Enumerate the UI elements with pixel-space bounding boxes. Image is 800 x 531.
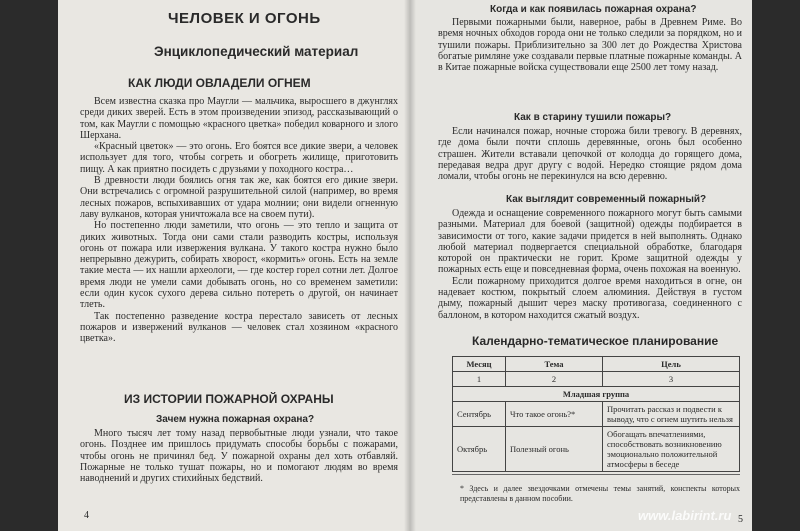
question-heading: Когда и как появилась пожарная охрана? [490,4,697,15]
table-cell: Обогащать впечатлениями, способствовать возникновению эмоционально положительной атмосферы в беседе [603,427,740,472]
paragraph: Но постепенно люди заметили, что огонь — это тепло и защита от диких животных. Тогда они сами стали разводить костры, используя огонь от пожара или извержения вулкана. У такого костра нужно было непрерывно дежурить, собирать хворост, «кормить» огонь. Есть на земле такие места — их нашли археологи, — где костер горел сотни лет. Долгое время люди не умели сами добывать огонь, но со временем заметили: если один кусок сухого дерева сильно потереть о другой, он начинает тлеть. [80,220,398,311]
question-heading: Как выглядит современный пожарный? [506,194,707,205]
footnote-divider [452,474,740,475]
column-header: Цель [603,357,740,372]
paragraph: Всем известна сказка про Маугли — мальчика, выросшего в джунглях среди диких зверей. Есть в этом произведении эпизод, рассказывающий о том, как Маугли с помощью «красного цветка» победил коварного и злого Шерхана. [80,96,398,141]
section-heading-fire: КАК ЛЮДИ ОВЛАДЕЛИ ОГНЕМ [128,76,311,90]
paragraph: В древности люди боялись огня так же, как боятся его дикие звери. Они встречались с огромной разрушительной силой (например, во время лесных пожаров, вспыхивавших от удара молнии; они видели огненную лаву вулканов, которая уничтожала все на своем пути). [80,175,398,220]
table-cell: Что такое огонь?* [506,402,603,427]
watermark: www.labirint.ru [638,508,732,523]
paragraph: Много тысяч лет тому назад первобытные люди узнали, что такое огонь. Позднее им пришлось придумать способы борьбы с пожарами, чтобы огонь не причинял бед. У пожарной охраны дел хоть отбавляй. Пожарные не только тушат пожары, но и помогают людям во время наводнений и других стихийных бедствий. [80,428,398,485]
table-cell: Октябрь [453,427,506,472]
paragraph: «Красный цветок» — это огонь. Его боятся все дикие звери, а человек использует для того, чтобы согреть и обогреть жилище, приготовить пищу. А как приятно посидеть с друзьями у походного костра… [80,141,398,175]
table-cell: 1 [453,372,506,387]
planning-table [452,356,740,472]
question-heading: Как в старину тушили пожары? [514,112,672,123]
book-spine-shadow [404,0,416,531]
table-cell: 3 [603,372,740,387]
paragraph: Если пожарному приходится долгое время находиться в огне, он надевает костюм, покрытый слоем алюминия. Действуя в густом дыму, пожарный дышит через маску противогаза, соединенного с баллоном, в котором находится сжатый воздух. [438,275,742,321]
page-number-left: 4 [84,510,89,521]
table-row [453,402,740,427]
right-text-block-2 [438,126,742,182]
table-row [453,427,740,472]
table-group-row [453,387,740,402]
table-group-label: Младшая группа [453,387,740,402]
section-heading-planning: Календарно-тематическое планирование [472,334,719,348]
right-text-block-3 [438,208,742,321]
question-heading: Зачем нужна пожарная охрана? [156,414,315,425]
right-text-block-1 [438,17,742,73]
chapter-subtitle: Энциклопедический материал [154,44,359,59]
chapter-title: ЧЕЛОВЕК И ОГОНЬ [168,10,321,27]
left-text-block-2 [80,428,398,484]
section-heading-history: ИЗ ИСТОРИИ ПОЖАРНОЙ ОХРАНЫ [124,392,334,406]
table-header-row [453,357,740,372]
table-cell: Прочитать рассказ и подвести к выводу, что с огнем шутить нельзя [603,402,740,427]
table-cell: Сентябрь [453,402,506,427]
paragraph: Первыми пожарными были, наверное, рабы в Древнем Риме. Во время ночных обходов города они не только следили за порядком, но и тушили пожары. Приблизительно за 300 лет до Рождества Христова богатые римляне уже создавали первые платные пожарные команды. А в Китае пожарные войска существовали еще 2500 лет тому назад. [438,17,742,74]
column-header: Месяц [453,357,506,372]
table-cell: 2 [506,372,603,387]
paragraph: Так постепенно разведение костра перестало зависеть от лесных пожаров и извержений вулканов — человек стал хозяином «красного цветка». [80,310,398,345]
column-header: Тема [506,357,603,372]
paragraph: Одежда и оснащение современного пожарного могут быть самыми разными. Материал для боевой (защитной) одежды подбирается в зависимости от того, какие задачи придется в ней выполнять. Однако любой материал подвергается специальной обработке, благодаря которой он практически не горит. Кроме защитной одежды у пожарных есть еще и повседневная форма, очень похожая на военную. [438,208,742,276]
left-page [58,0,410,531]
table-cell: Полезный огонь [506,427,603,472]
paragraph: Если начинался пожар, ночные сторожа били тревогу. В деревнях, где дома были почти сплошь деревянные, огонь был особенно страшен. Жители вставали цепочкой от колодца до горящего дома, передавая ведра друг другу с водой. Нередко стоящие рядом дома ломали, чтобы огонь не перекинулся на всю деревню. [438,126,742,183]
right-page [410,0,752,531]
footnote: * Здесь и далее звездочками отмечены темы занятий, конспекты которых представлены в данном пособии. [460,484,740,503]
left-text-block-1 [80,96,398,345]
page-number-right: 5 [738,514,743,525]
table-number-row [453,372,740,387]
